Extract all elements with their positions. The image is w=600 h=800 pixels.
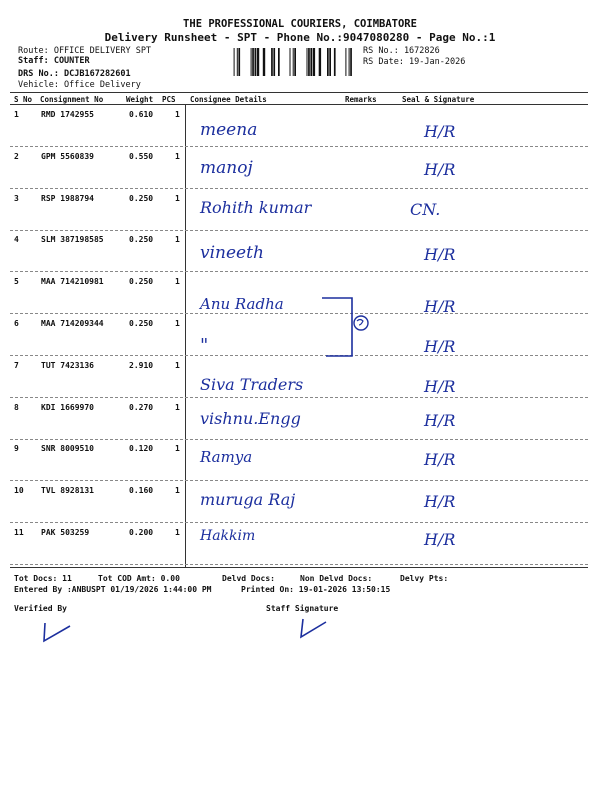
row-pcs: 1 (175, 151, 180, 161)
row-weight: 0.610 (129, 110, 154, 119)
row-sno: 9 (14, 444, 19, 454)
row-weight: 0.200 (129, 528, 154, 537)
row-sno: 11 (14, 528, 24, 537)
row-divider (10, 564, 588, 565)
row-pcs: 1 (175, 486, 180, 496)
row-sno: 6 (14, 319, 19, 328)
seal-signature: H/R (424, 450, 456, 470)
col-sno: S No (14, 95, 33, 104)
row-weight: 0.270 (129, 402, 154, 412)
drs-number: DRS No.: DCJB167282601 (18, 69, 131, 79)
staff-signature-label: Staff Signature (266, 604, 339, 613)
consignee-signature: muruga Raj (200, 490, 296, 510)
row-consignment: SLM 387198585 (41, 235, 104, 245)
table-row (0, 148, 600, 189)
row-pcs: 1 (175, 444, 180, 454)
printed-on: Printed On: 19-01-2026 13:50:15 (241, 585, 391, 594)
row-consignment: MAA 714209344 (41, 319, 104, 328)
col-weight: Weight (126, 95, 154, 104)
table-row (0, 190, 600, 231)
row-sno: 4 (14, 235, 19, 245)
consignee-signature: Ramya (200, 448, 253, 467)
seal-signature: CN. (410, 199, 441, 219)
row-pcs: 1 (175, 360, 180, 370)
col-pcs: PCS (162, 95, 176, 104)
seal-signature: H/R (424, 492, 456, 512)
verified-by-label: Verified By (14, 604, 67, 613)
row-sno: 10 (14, 486, 24, 496)
row-weight: 0.550 (129, 151, 154, 161)
seal-signature: H/R (424, 376, 456, 396)
col-consignee: Consignee Details (190, 95, 267, 104)
rs-number: RS No.: 1672826 (363, 46, 440, 56)
seal-signature: H/R (424, 297, 456, 317)
consignee-signature: manoj (200, 157, 253, 178)
entered-by: Entered By :ANBUSPT 01/19/2026 1:44:00 PM (14, 585, 212, 594)
row-weight: 0.120 (129, 444, 154, 454)
row-sno: 5 (14, 277, 19, 287)
col-consignment: Consignment No (40, 95, 104, 104)
total-docs: Tot Docs: 11 (14, 574, 72, 583)
row-consignment: RSP 1988794 (41, 193, 94, 203)
row-weight: 0.250 (129, 277, 154, 287)
seal-signature: H/R (424, 122, 456, 141)
row-pcs: 1 (175, 528, 180, 537)
seal-signature: H/R (424, 337, 456, 356)
row-consignment: KDI 1669970 (41, 402, 94, 412)
delivery-points: Delvy Pts: (400, 574, 449, 583)
table-row (0, 524, 600, 565)
non-delivered-docs: Non Delvd Docs: (300, 574, 373, 583)
table-top-rule (10, 92, 588, 93)
barcode (232, 48, 358, 76)
table-row (0, 399, 600, 440)
row-pcs: 1 (175, 402, 180, 412)
row-weight: 2.910 (129, 360, 154, 370)
page-title: THE PROFESSIONAL COURIERS, COIMBATORE (183, 18, 417, 30)
verified-signature-mark (40, 620, 74, 644)
page-subtitle: Delivery Runsheet - SPT - Phone No.:9047080280 - Page No.:1 (104, 31, 496, 44)
row-sno: 1 (14, 110, 19, 119)
consignee-signature: Hakkim (200, 528, 256, 544)
row-consignment: PAK 503259 (41, 528, 90, 537)
seal-signature: H/R (424, 245, 456, 265)
table-row (0, 357, 600, 398)
table-row (0, 106, 600, 147)
col-seal: Seal & Signature (402, 95, 475, 104)
consignee-signature: " (200, 335, 209, 356)
staff-label: Staff: COUNTER (18, 56, 90, 66)
consignee-signature: Siva Traders (200, 374, 304, 394)
row-pcs: 1 (175, 319, 180, 328)
total-cod: Tot COD Amt: 0.00 (98, 574, 180, 583)
row-consignment: RMD 1742955 (41, 110, 94, 119)
row-sno: 3 (14, 193, 19, 203)
consignee-signature: Anu Radha (200, 295, 284, 314)
row-weight: 0.160 (129, 486, 154, 496)
row-consignment: GPM 5560839 (41, 151, 94, 161)
row-pcs: 1 (175, 110, 180, 119)
table-bottom-rule (10, 567, 588, 568)
seal-signature: H/R (424, 410, 456, 430)
row-pcs: 1 (175, 277, 180, 287)
table-row (0, 440, 600, 481)
table-row (0, 231, 600, 272)
row-weight: 0.250 (129, 319, 154, 328)
seal-signature: H/R (424, 159, 456, 179)
table-header-rule (10, 104, 588, 105)
row-consignment: TUT 7423136 (41, 360, 94, 370)
table-row (0, 273, 600, 317)
row-weight: 0.250 (129, 235, 154, 245)
vehicle-label: Vehicle: Office Delivery (18, 80, 141, 90)
route-label: Route: OFFICE DELIVERY SPT (18, 46, 152, 56)
row-consignment: TVL 8928131 (41, 486, 94, 496)
row-sno: 8 (14, 402, 19, 412)
rs-date: RS Date: 19-Jan-2026 (363, 57, 466, 67)
row-sno: 7 (14, 360, 19, 370)
consignee-signature: meena (200, 120, 258, 140)
delivered-docs: Delvd Docs: (222, 574, 275, 583)
col-remarks: Remarks (345, 95, 377, 104)
row-weight: 0.250 (129, 193, 154, 203)
row-consignment: MAA 714210981 (41, 277, 104, 287)
table-row (0, 315, 600, 356)
consignee-signature: Rohith kumar (200, 197, 312, 217)
row-sno: 2 (14, 151, 19, 161)
consignee-signature: vineeth (200, 243, 264, 264)
row-pcs: 1 (175, 193, 180, 203)
staff-signature-mark (296, 616, 330, 640)
bracket-mark (320, 296, 370, 360)
consignee-signature: vishnu.Engg (200, 408, 301, 428)
row-consignment: SNR 8009510 (41, 444, 94, 454)
seal-signature: H/R (424, 530, 456, 549)
table-row (0, 482, 600, 523)
row-pcs: 1 (175, 235, 180, 245)
